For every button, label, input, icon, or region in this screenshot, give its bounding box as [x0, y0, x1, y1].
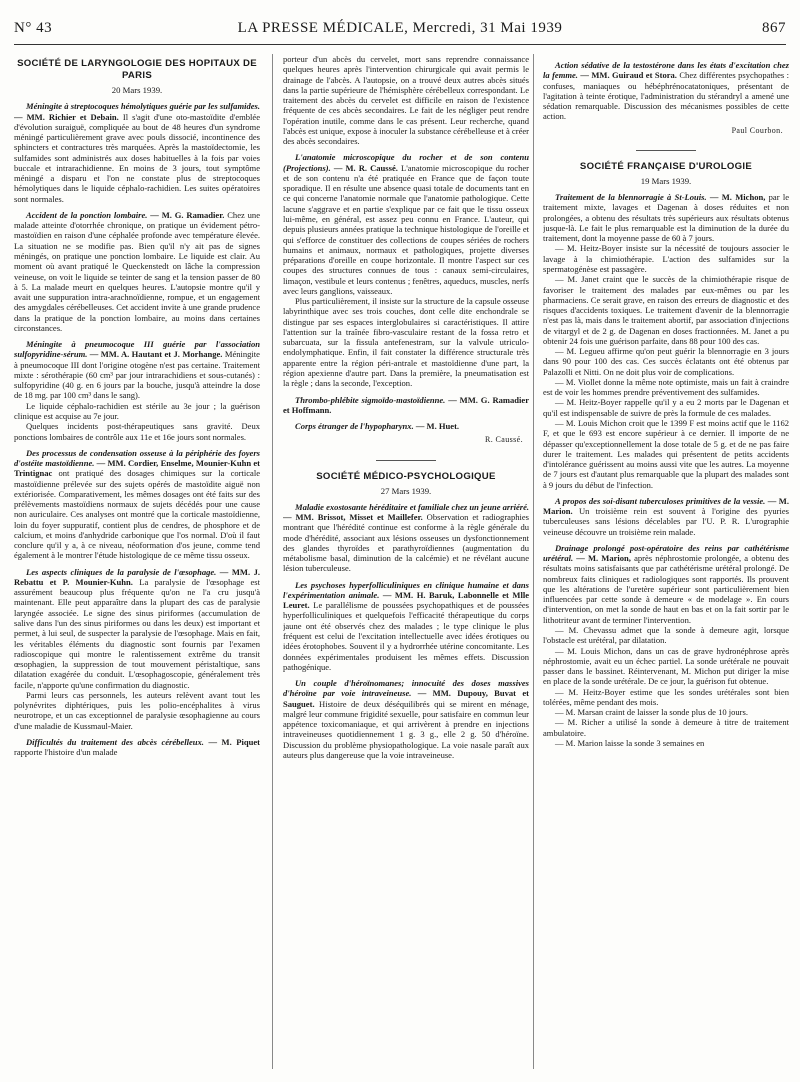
column-divider: [533, 54, 534, 1069]
article-authors: — M. Marion.: [543, 495, 789, 517]
article-paragraph: [14, 737, 260, 758]
article-paragraph: — M. Louis Michon, dans un cas de grave hydronéphrose après néphrostomie, avait eu un échec partiel. La sonde urétérale ne pouvait passer dans le bassinet. Réintervenant, M. Michon put diriger la mise en place de la sonde urétérale. De ce jour, la guérison fut obtenue.: [543, 645, 789, 687]
article-body: après néphrostomie prolongée, a obtenu des résultats moins satisfaisants que par cathétérisme urétéral prolongé. De nombreux faits cliniques et radiologiques sont rapportés. Ils prouvent que les altérations de l'uretère supérieur sont particulièrement bien influencées par cette sonde à demeure « de modelage ». En cours d'intervention, on met la sonde de haut en bas et on la fait sortir par le lithotriteur avant de terminer l'intervention.: [543, 553, 789, 625]
header-rule: [14, 44, 786, 45]
article-paragraph: [283, 502, 529, 574]
article-paragraph: — M. Legueu affirme qu'on peut guérir la blennorragie en 3 jours dans 90 pour 100 des cas. Ces succès éclatants ont été obtenus par Palazolli et Nitti. On ne doit plus voir de complications.: [543, 346, 789, 377]
article-body: La paralysie de l'œsophage est assurément beaucoup plus fréquente qu'on ne l'a cru jusqu'à maintenant. Elle peut apparaître dans la plupart des cas de paralysie laryngée associée. Le signe des sinus piriformes (accumulation de salive dans l'un des sinus piriformes ou dans les deux) est important et permet, à lui seul, de suspecter la paralysie de l'œsophage. Mais en fait, les véritables éléments du diagnostic sont fournis par l'examen radioscopique qui montre le ralentissement extrême du transit œsophagien, la suppression de tout mouvement péristaltique, sans dilatation exagérée du conduit. L'œsophagoscopie, généralement très facile, n'apporte qu'une confirmation du diagnostic.: [14, 576, 260, 690]
article-paragraph: [283, 421, 529, 431]
article-authors: — MM. Dupouy, Buvat et Sauguet.: [283, 688, 529, 709]
article-authors: — M. R. Caussé.: [333, 162, 398, 173]
article-paragraph: — M. Heitz-Boyer insiste sur la nécessité de toujours associer le lavage à la chimiothérapie. L'action des sulfamides sur la spermatogénèse est passagère.: [543, 243, 789, 274]
article-paragraph: — M. Richer a utilisé la sonde à demeure à titre de traitement ambulatoire.: [543, 717, 789, 738]
article-title: Des processus de condensation osseuse à la périphérie des foyers d'ostéite mastoïdienne.: [14, 447, 260, 469]
article-body: par le traitement mixte, lavages et Dagenan à doses réduites et non prolongées, a obtenu des résultats très supérieurs aux résultats obtenus jusque-là. Le fait le plus remarquable est la diminution de la durée du traitement, dont la moyenne passe de 60 à 7 jours.: [543, 192, 789, 244]
article-body: Histoire de deux déséquilibrés qui se mirent en ménage, malgré leur commune frigidité sexuelle, pour satisfaire en commun leur appétence toxicomaniaque, et qui arrivèrent à prendre en injections intraveineuses quotidiennement 1 g. 3 g., elle 2 g. 50 d'héroïne. Discussion du problème physiopathologique. La voie nasale paraît aux auteurs plus dangereuse que la voie intraveineuse.: [283, 698, 529, 760]
signature: Paul Courbon.: [731, 125, 783, 135]
article-paragraph: — M. Heitz-Boyer estime que les sondes urétérales sont bien tolérées, même pendant des mois.: [543, 686, 789, 707]
article-authors: — MM. Guiraud et Stora.: [580, 70, 677, 81]
article-body: rapporte l'histoire d'un malade: [14, 747, 118, 758]
article-paragraph: [14, 448, 260, 561]
article-paragraph: [14, 101, 260, 204]
article-body: Chez différentes psychopathes : confuses, maniaques ou hébéphrénocatatoniques, présentant de l'agitation à teinte érotique, l'administration du stérandryl a amené une sédation remarquable. Discussion des mécanismes possibles de cette action.: [543, 70, 789, 122]
article-paragraph: [543, 60, 789, 122]
section-divider: [636, 150, 696, 151]
article-authors: — M. G. Ramadier.: [150, 209, 225, 220]
signature: R. Caussé.: [485, 435, 523, 445]
article-body: Chez une malade atteinte d'otorrhée chronique, on pratique un évidement pétro-mastoïdien en raison d'une céphalée profonde avec température élevée. La situation ne se modifie pas. Bien qu'il n'y ait pas de signes méningés, on pratique une ponction lombaire. Le liquide est clair. Au moment où avant pratiqué le Queckenstedt on lâche la compression veineuse, on voit le liquide se teinter de sang et la tension passer de 80 à 5. La malade meurt en quelques heures. L'autopsie montre qu'il y avait une suppuration intra-arachnoïdienne, rompue, et un engagement des amygdales cérébelleuses. Cet accident invite à une grande prudence dans la pratique de la ponction lombaire, au moins dans certaines circonstances.: [14, 209, 260, 333]
article-body: Il s'agit d'une oto-mastoïdite d'emblée d'évolution suraiguë, compliquée au bout de 48 heures d'un syndrome méningé particulièrement grave avec pouls dissocié, incontinence des sphincters et contractures très marquées. Après la mastoïdectomie, les sulfamides sont administrés aux doses habituelles à la fois par voies buccale et intrarachidienne. En moins de 3 jours, tout symptôme méningé a disparu et l'on ne constate plus de streptocoques hémolytiques dans le liquide céphalo-rachidien. Les suites opératoires sont normales.: [14, 111, 260, 204]
column-divider: [272, 54, 273, 1069]
article: [283, 421, 529, 431]
article: [283, 678, 529, 760]
article-paragraph: — M. Viollet donne la même note optimiste, mais un fait à craindre est de voir les hommes prendre préventivement des sulfamides.: [543, 376, 789, 398]
article-title: Méningite à streptocoques hémolytiques guérie par les sulfamides.: [26, 101, 260, 112]
continued-text: porteur d'un abcès du cervelet, mort sans reprendre connaissance quelques heures après l'intervention chirurgicale qui avait permis le drainage de l'abcès. A l'autopsie, on a trouvé deux autres abcès situés dans la partie supérieure de l'hémisphère cérébelleux correspondant. Le traitement des abcès du cervelet est difficile en raison de l'existence fréquente de ces abcès secondaires. Le fait de les négliger peut rendre l'opération inutile, comme dans le cas présent. Leur recherche, quand l'abcès est unique, expose à inoculer la substance cérébelleuse et à créer des abcès secondaires.: [283, 54, 529, 147]
article-paragraph: Quelques incidents post-thérapeutiques sans gravité. Deux ponctions lombaires de contrôle aux 11e et 16e jours sont normales.: [14, 421, 260, 442]
page-header: [14, 20, 786, 40]
article-authors: — MM. G. Ramadier et Hoffmann.: [283, 394, 529, 415]
article-authors: — MM. Cordier, Enselme, Mounier-Kuhn et Trintignac: [14, 458, 260, 479]
journal-title: LA PRESSE MÉDICALE, Mercredi, 31 Mai 1939: [237, 20, 563, 36]
article: [543, 496, 789, 537]
section-date: 27 Mars 1939.: [380, 485, 432, 496]
article-paragraph: [543, 496, 789, 537]
article-title: Les psychoses hyperfolliculiniques en clinique humaine et dans l'expérimentation animale.: [283, 579, 529, 600]
article-title: Corps étranger de l'hypopharynx.: [295, 421, 414, 432]
article-title: Difficultés du traitement des abcès cérébelleux.: [26, 736, 204, 747]
article-paragraph: [543, 543, 789, 625]
article-title: Les aspects cliniques de la paralysie de l'œsophage.: [26, 566, 217, 577]
article: [543, 60, 789, 122]
article-title: Méningite à pneumocoque III guérie par l'association sulfopyridine-sérum.: [14, 339, 260, 360]
section-heading: SOCIÉTÉ MÉDICO-PSYCHOLOGIQUE: [316, 470, 496, 482]
article: [14, 567, 260, 731]
article-title: Thrombo-phlébite sigmoïdo-mastoïdienne.: [295, 394, 446, 405]
article: [14, 101, 260, 204]
article-authors: — M. Piquet: [208, 736, 260, 747]
article-title: A propos des soi-disant tuberculoses primitives de la vessie.: [555, 495, 766, 506]
article: [543, 192, 789, 490]
article-paragraph: — M. Heitz-Boyer rappelle qu'il y a eu 2 morts par le Dagenan et qu'il est indispensable de suivre de près la formule de ces malades.: [543, 397, 789, 418]
article-body: Méningite à pneumocoque III dont l'origine otogène n'est pas certaine. Traitement mixte : sérothérapie (60 cm³ par jour intrarachidiens et sous-cutanés) : sulfopyridine (40 g. en 6 jours par la bouche, jusqu'à atteindre la dose de 18 mg. par 100 cm³ dans le sang).: [14, 349, 260, 401]
article-paragraph: [283, 580, 529, 672]
section-date: 19 Mars 1939.: [640, 175, 692, 186]
article: [283, 502, 529, 574]
article-paragraph: — M. Marsan craint de laisser la sonde plus de 10 jours.: [555, 707, 748, 718]
article: [543, 543, 789, 748]
article-title: Drainage prolongé post-opératoire des reins par cathétérisme urétéral.: [543, 542, 789, 564]
article-authors: — MM. Richier et Debain.: [14, 111, 119, 122]
article-paragraph: [283, 152, 529, 296]
article-paragraph: Parmi leurs cas personnels, les auteurs relèvent avant tout les polynévrites diphtériques, puis les polio-encéphalites à virus neurotrope, et un cas exceptionnel de paralysie œsophagienne au cours d'une maladie de Kussmaul-Maier.: [14, 689, 260, 731]
article-paragraph: — M. Janet craint que le succès de la chimiothérapie risque de favoriser le traitement des malades par eux-mêmes ou par les pharmaciens. Ce serait grave, en raison des erreurs de diagnostic et des risques d'accidents toxiques. Le traitement d'avenir de la blennorragie n'est pas là, mais dans le traitement abortif, par association d'injections de vitargyl et de 2 g. de Dagenan en doses fractionnées. M. Janet a pu obtenir 24 fois une guérison parfaite, dans 88 pour 100 des cas.: [543, 274, 789, 346]
column-1: [14, 54, 260, 1076]
article: [283, 152, 529, 388]
article-body: ont pratiqué des dosages chimiques sur la corticale mastoïdienne prélevée sur des sujets opérés de mastoïdite aiguë non extériorisée. Comparativement, les mêmes dosages ont été faits sur des prélèvements mastoïdiens normaux de sujets décédés pour une cause non auriculaire. Ces analyses ont montré que la corticale mastoïdienne, loin du foyer suppuratif, contient plus de cendres, de phosphore et de calcium, et moins d'anhydride carbonique que l'os normal. D'où il faut conclure qu'il y a, à ce niveau, néoformation d'os jeune, comme tend également à le montrer l'étude histologique de ce même tissu osseux.: [14, 468, 260, 561]
column-2: [283, 54, 529, 1076]
article-paragraph: [283, 678, 529, 760]
page-number: 867: [762, 20, 786, 36]
section-heading: SOCIÉTÉ DE LARYNGOLOGIE DES HOPITAUX DE PARIS: [17, 58, 257, 81]
article-authors: — MM. J. Rebattu et P. Mounier-Kuhn.: [14, 566, 260, 587]
article-title: Un couple d'héroïnomanes; innocuité des doses massives d'héroïne par voie intraveineuse.: [283, 678, 529, 699]
column-3: [543, 54, 789, 1076]
article-paragraph: [283, 395, 529, 416]
article-paragraph: — M. Marion laisse la sonde 3 semaines en: [555, 737, 705, 748]
article-title: Traitement de la blennorragie à St-Louis.: [555, 192, 707, 203]
section-heading: SOCIÉTÉ FRANÇAISE D'UROLOGIE: [579, 160, 753, 172]
article: [14, 210, 260, 333]
article-authors: — M. Michon,: [709, 192, 766, 203]
article-paragraph: [14, 339, 260, 401]
article-authors: — MM. A. Hautant et J. Morhange.: [89, 349, 223, 360]
article: [14, 339, 260, 442]
article-body: Observation et radiographies montrant que l'hérédité continue est conforme à la règle générale du mode d'hérédité, associant aux lésions osseuses un dysfonctionnement des glandes thyroïdes et parathyroïdiennes (augmentation du métabolisme basal, diminution de la calcémie) et ne révélant aucune lésion tuberculeuse.: [283, 512, 529, 574]
issue-number: N° 43: [14, 20, 53, 36]
article-title: Maladie exostosante héréditaire et familiale chez un jeune arriéré.: [295, 501, 529, 512]
article-authors: — M. Huet.: [415, 421, 460, 432]
article: [283, 580, 529, 672]
article-authors: — MM. H. Baruk, Labonnelle et Mlle Leuret.: [283, 589, 529, 611]
article: [283, 395, 529, 416]
section-date: 20 Mars 1939.: [111, 85, 163, 95]
article-paragraph: Plus particulièrement, il insiste sur la structure de la capsule osseuse labyrinthique avec ses trois couches, dont celle dite enchondrale se distingue par ses espaces interglobulaires si caractéristiques. Il attire l'attention sur la traînée fibro-vasculaire restant de la fossa retro et subarcuata, sur la fissula antefenestram, sur la valvule utriculo-endolymphatique. Enfin, il fait constater la différence structurale très apparente entre la région péri-antrale et mastoïdienne d'une part, la région apexienne d'autre part. Dans la première, la pneumatisation est la règle ; dans la seconde, l'exception.: [283, 296, 529, 389]
article-body: Un troisième rein est souvent à l'origine des pyuries tuberculeuses sans lésions décelables par l'U. P. R. L'urographie veineuse découvre un troisième rein malade.: [543, 506, 789, 537]
article: [14, 737, 260, 758]
article-body: L'anatomie microscopique du rocher et de son contenu n'a été pratiquée en France que de façon toute sporadique. Il en résulte une absence quasi totale de documents tant en ce qui concerne l'anatomie normale que l'anatomie pathologique. Cette lacune s'aggrave et en partie s'explique par ce fait que le tissu osseux lui-même, en général, est assez peu connu en France. L'auteur, qui depuis plusieurs années pratique la technique histologique de l'oreille et qui s'efforce de constituer des collections de coupes sériées de rochers humains et animaux, normaux et pathologiques, projette diverses préparations d'oreille en coupe horizontale. Il montre l'aspect sur ces coupes des structures connues de tous : canaux semi-circulaires, limaçon, vestibule et leurs contenus ; fenêtres, aqueducs, muscles, nerfs avec leurs ganglions, vaisseaux.: [283, 162, 529, 296]
article: [14, 448, 260, 561]
article-paragraph: [14, 567, 260, 690]
article-title: Action sédative de la testostérone dans les états d'excitation chez la femme.: [543, 60, 789, 81]
article-paragraph: Le liquide céphalo-rachidien est stérile au 3e jour ; la guérison clinique est acquise au 7e jour.: [14, 400, 260, 421]
article-authors: — M. Marion,: [576, 553, 631, 564]
article-paragraph: [543, 192, 789, 243]
article-paragraph: [14, 210, 260, 333]
section-divider: [376, 460, 436, 461]
article-title: Accident de la ponction lombaire.: [26, 209, 148, 220]
article-body: Le parallélisme de poussées psychopathiques et de poussées hyperfolliculiniques et quelquefois l'efficacité thérapeutique du corps jaune ont été observés chez des malades ; le type clinique le plus fréquent est celui de l'excitation intellectuelle avec idées érotiques ou idées érotophobes. Souvent il y a hydrorrhée utérine concomitante. Les données expérimentales produisent les mêmes effets. Discussion pathogénique.: [283, 600, 529, 672]
article-title: L'anatomie microscopique du rocher et de son contenu (Projections).: [283, 152, 529, 173]
article-authors: — MM. Brissot, Misset et Maillefer.: [283, 512, 423, 523]
article-paragraph: — M. Louis Michon croit que le 1399 F est moins actif que le 1162 F, et que le 693 est encore supérieur à ce dernier. Il importe de ne dépasser qu'exceptionnellement la dose totale de 5 g. et de ne pas faire durer le traitement. Les malades qui présentent de petits accidents d'intolérance guérissent au moins aussi vite que les autres. La moyenne de 7 jours est d'autant plus remarquable que la plupart des malades sont à 9 jours du début de l'infection.: [543, 417, 789, 490]
article-paragraph: — M. Chevassu admet que la sonde à demeure agit, lorsque l'obstacle est urétéral, par dilatation.: [543, 625, 789, 646]
